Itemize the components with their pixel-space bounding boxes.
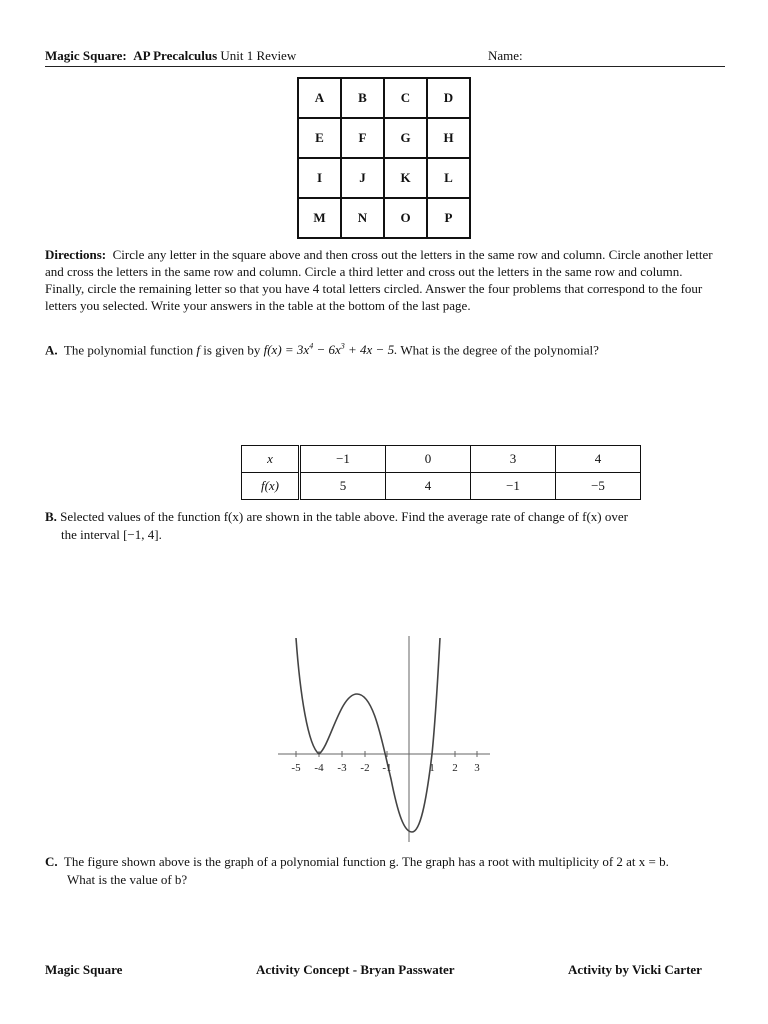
square-cell[interactable]: K [384,158,427,198]
footer-left: Magic Square [45,962,123,977]
problem-b-line1: Selected values of the function f(x) are shown in the table above. Find the average rate of change of f(x) over [60,509,628,524]
square-cell[interactable]: C [384,78,427,118]
title-bold: Magic Square [45,48,123,63]
values-table [241,445,641,500]
square-cell[interactable]: L [427,158,470,198]
square-cell[interactable]: I [298,158,341,198]
problem-c [45,853,725,889]
footer-right: Activity by Vicki Carter [568,962,702,977]
table-cell: −1 [471,473,556,500]
formula-part: + 4x − 5. [344,342,398,358]
table-row [242,446,641,473]
title-separator: : [122,48,127,63]
square-cell[interactable]: N [341,198,384,238]
polynomial-graph [278,634,490,844]
square-cell[interactable]: D [427,78,470,118]
name-label: Name: [488,48,523,63]
worksheet-title [45,48,296,64]
table-cell: 4 [386,473,471,500]
tick-label: -3 [337,762,347,774]
page-header [45,46,725,67]
problem-a-question: What is the degree of the polynomial? [400,342,599,358]
problem-label: A. [45,342,58,358]
table-header-cell: x [242,446,300,473]
table-cell: 4 [556,446,641,473]
tick-label: -5 [291,762,301,774]
square-cell[interactable]: A [298,78,341,118]
polynomial-formula [264,342,398,357]
footer-center: Activity Concept - Bryan Passwater [256,962,455,977]
square-cell[interactable]: B [341,78,384,118]
square-cell[interactable]: M [298,198,341,238]
tick-label: -4 [314,762,324,774]
function-name: f [196,342,201,358]
problem-c-line2: What is the value of b? [67,872,188,887]
tick-label: 2 [452,762,458,774]
exponent: 4 [309,342,314,351]
subject-label: AP Precalculus [133,48,218,63]
table-cell: −5 [556,473,641,500]
square-cell[interactable]: F [341,118,384,158]
directions-text: Circle any letter in the square above and then cross out the letters in the same row and column. Circle another letter and cross the letters in the same row and column. Circle a third letter and cross out the letters in the same row and column. Finally, circle the remaining letter so that you have 4 total letters circled. Answer the four problems that correspond to the four letters you selected. Write your answers in the table at the bottom of the last page. [45,247,713,313]
exponent: 3 [340,342,345,351]
tick-label: 3 [474,762,480,774]
problem-b [45,508,725,544]
directions-paragraph [45,246,725,314]
magic-square-grid [297,77,471,239]
square-cell[interactable]: J [341,158,384,198]
table-cell: 5 [300,473,386,500]
problem-label: C. [45,854,58,869]
table-cell: −1 [300,446,386,473]
tick-label: -1 [382,762,392,774]
unit-label: Unit 1 Review [220,48,297,63]
square-cell[interactable]: G [384,118,427,158]
polynomial-curve [296,638,440,832]
square-cell[interactable]: P [427,198,470,238]
square-cell[interactable]: H [427,118,470,158]
problem-b-line2: the interval [−1, 4]. [61,527,162,542]
directions-label: Directions: [45,247,107,262]
table-cell: 0 [386,446,471,473]
formula-part: f(x) = 3x [263,342,310,358]
tick-label: -2 [360,762,370,774]
tick-label: 1 [429,762,435,774]
table-row [242,473,641,500]
square-cell[interactable]: E [298,118,341,158]
square-cell[interactable]: O [384,198,427,238]
formula-part: − 6x [313,342,341,358]
problem-a-text-mid: is given by [203,342,261,358]
table-header-cell: f(x) [242,473,300,500]
problem-a-text: The polynomial function [63,342,194,358]
table-cell: 3 [471,446,556,473]
problem-label: B. [45,509,57,524]
problem-a [45,338,725,359]
problem-c-line1: The figure shown above is the graph of a polynomial function g. The graph has a root with multiplicity of 2 at x = b. [63,854,669,869]
